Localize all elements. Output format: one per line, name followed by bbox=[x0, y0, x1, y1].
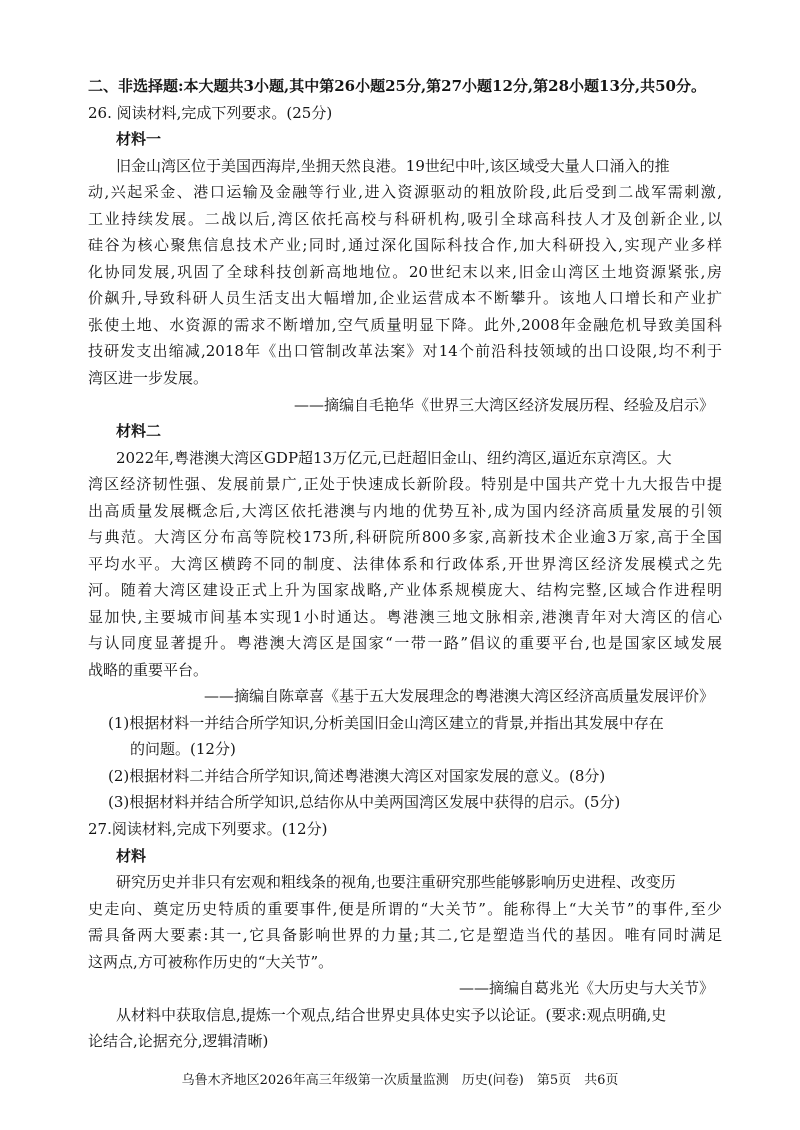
q26-m1-line: 动,兴起采金、港口运输及金融等行业,进入资源驱动的粗放阶段,此后受到二战军需刺激, bbox=[88, 183, 722, 201]
q27-task: 从材料中获取信息,提炼一个观点,结合世界史具体史实予以论证。(要求:观点明确,史 bbox=[116, 1006, 667, 1024]
q26-m1-line: 化协同发展,巩固了全球科技创新高地地位。20世纪末以来,旧金山湾区土地资源紧张,房 bbox=[88, 263, 722, 281]
q26-m2-line: 2022年,粤港澳大湾区GDP超13万亿元,已赶超旧金山、纽约湾区,逼近东京湾区。大 bbox=[116, 449, 672, 467]
q27-m-line: 研究历史并非只有宏观和粗线条的视角,也要注重研究那些能够影响历史进程、改变历 bbox=[116, 873, 676, 891]
q26-m2-line: 战略的重要平台。 bbox=[88, 661, 209, 679]
q27-m-source: ——摘编自葛兆光《大历史与大关节》 bbox=[458, 979, 714, 997]
q26-m2-line: 与认同度显著提升。粤港澳大湾区是国家“一带一路”倡议的重要平台,也是国家区域发展 bbox=[88, 634, 722, 652]
q26-m1-line: 旧金山湾区位于美国西海岸,坐拥天然良港。19世纪中叶,该区域受大量人口涌入的推 bbox=[116, 157, 670, 175]
q26-stem: 26. 阅读材料,完成下列要求。(25分) bbox=[88, 104, 333, 122]
q27-stem: 27.阅读材料,完成下列要求。(12分) bbox=[88, 820, 328, 838]
q26-sub3: (3)根据材料并结合所学知识,总结你从中美两国湾区发展中获得的启示。(5分) bbox=[108, 793, 621, 811]
q26-m2-line: 出高质量发展概念后,大湾区依托港澳与内地的优势互补,成为国内经济高质量发展的引领 bbox=[88, 502, 722, 520]
q27-material-title: 材料 bbox=[116, 847, 147, 865]
q26-m1-line: 硅谷为核心聚焦信息技术产业;同时,通过深化国际科技合作,加大科研投入,实现产业多样 bbox=[88, 236, 722, 254]
q27-m-line: 这两点,方可被称作历史的“大关节”。 bbox=[88, 953, 334, 971]
q27-m-line: 需具备两大要素:其一,它具备影响世界的力量;其二,它是塑造当代的基因。唯有同时满足 bbox=[88, 926, 722, 944]
q26-m1-line: 张使土地、水资源的需求不断增加,空气质量明显下降。此外,2008年金融危机导致美国科 bbox=[88, 316, 722, 334]
q27-task-cont: 论结合,论据充分,逻辑清晰) bbox=[88, 1032, 269, 1050]
q26-m2-line: 显加快,主要城市间基本实现1小时通达。粤港澳三地文脉相亲,港澳青年对大湾区的信心 bbox=[88, 608, 722, 626]
q26-m1-source: ——摘编自毛艳华《世界三大湾区经济发展历程、经验及启示》 bbox=[293, 396, 714, 414]
section-header: 二、非选择题:本大题共3小题,其中第26小题25分,第27小题12分,第28小题13分,共50分。 bbox=[88, 77, 706, 95]
q26-m1-line: 价飙升,导致科研人员生活支出大幅增加,企业运营成本不断攀升。该地人口增长和产业扩 bbox=[88, 289, 722, 307]
q26-m2-line: 河。随着大湾区建设正式上升为国家战略,产业体系规模庞大、结构完整,区域合作进程明 bbox=[88, 581, 722, 599]
q26-sub1-cont: 的问题。(12分) bbox=[130, 740, 236, 758]
q26-m2-line: 与典范。大湾区分布高等院校173所,科研院所800多家,高新技术企业逾3万家,高于全国 bbox=[88, 528, 722, 546]
q26-m1-line: 湾区进一步发展。 bbox=[88, 369, 209, 387]
q26-m1-line: 工业持续发展。二战以后,湾区依托高校与科研机构,吸引全球高科技人才及创新企业,以 bbox=[88, 210, 722, 228]
page-footer: 乌鲁木齐地区2026年高三年级第一次质量监测 历史(问卷) 第5页 共6页 bbox=[181, 1073, 619, 1088]
q26-material2-title: 材料二 bbox=[116, 422, 162, 440]
q26-m2-line: 湾区经济韧性强、发展前景广,正处于快速成长新阶段。特别是中国共产党十九大报告中提 bbox=[88, 475, 722, 493]
q26-m2-line: 平均水平。大湾区横跨不同的制度、法律体系和行政体系,开世界湾区经济发展模式之先 bbox=[88, 555, 722, 573]
q26-m1-line: 技研发支出缩减,2018年《出口管制改革法案》对14个前沿科技领域的出口设限,均不利于 bbox=[88, 342, 722, 360]
q27-m-line: 史走向、奠定历史特质的重要事件,便是所谓的“大关节”。能称得上“大关节”的事件,至少 bbox=[88, 900, 722, 918]
q26-sub1: (1)根据材料一并结合所学知识,分析美国旧金山湾区建立的背景,并指出其发展中存在 bbox=[108, 714, 664, 732]
q26-sub2: (2)根据材料二并结合所学知识,简述粤港澳大湾区对国家发展的意义。(8分) bbox=[108, 767, 606, 785]
q26-material1-title: 材料一 bbox=[116, 130, 162, 148]
q26-m2-source: ——摘编自陈章喜《基于五大发展理念的粤港澳大湾区经济高质量发展评价》 bbox=[203, 687, 714, 705]
